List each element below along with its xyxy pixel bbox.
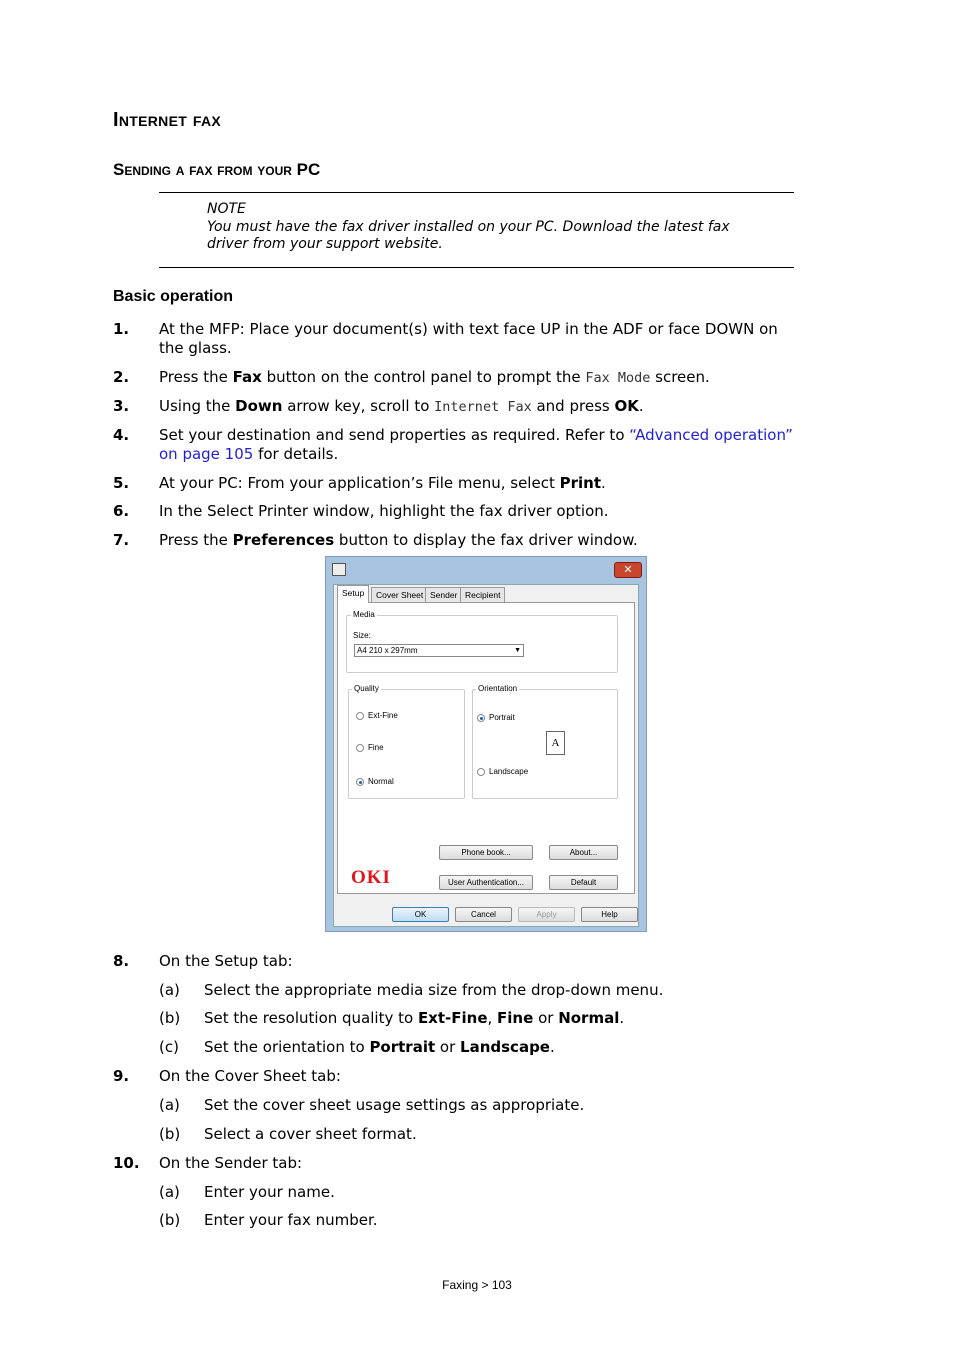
step-number: 4. — [113, 426, 130, 444]
orientation-group — [472, 689, 618, 799]
landscape-radio[interactable] — [477, 768, 485, 776]
tab-cover-sheet[interactable]: Cover Sheet — [371, 587, 428, 603]
tab-recipient[interactable]: Recipient — [460, 587, 505, 603]
substep-text: Enter your name. — [204, 1183, 335, 1201]
substep-label: (b) — [159, 1009, 181, 1027]
landscape-label: Landscape — [489, 767, 529, 776]
section-heading: Basic operation — [113, 288, 234, 305]
dialog-title-bar — [326, 557, 646, 582]
step-number: 6. — [113, 502, 130, 520]
step-10-text: On the Sender tab: — [159, 1154, 303, 1172]
fine-label: Fine — [368, 743, 384, 752]
step-2-text: Press the Fax button on the control panel to prompt the Fax Mode screen. — [159, 368, 710, 386]
substep-text: Select a cover sheet format. — [204, 1125, 417, 1143]
tab-setup[interactable]: Setup — [337, 585, 369, 603]
step-number: 2. — [113, 368, 130, 386]
media-group-title: Media — [353, 610, 375, 619]
step-number: 8. — [113, 952, 130, 970]
page-footer: Faxing > 103 — [442, 1278, 512, 1292]
portrait-label: Portrait — [489, 713, 515, 722]
ext-fine-label: Ext-Fine — [368, 711, 398, 720]
apply-button[interactable]: Apply — [518, 907, 575, 922]
note-label: NOTE — [207, 201, 246, 217]
substep-text: Set the resolution quality to Ext-Fine, Fine or Normal. — [204, 1009, 625, 1027]
substep-label: (b) — [159, 1125, 181, 1143]
step-3-text: Using the Down arrow key, scroll to Internet Fax and press OK. — [159, 397, 644, 415]
printer-icon — [332, 563, 346, 576]
about-button[interactable]: About... — [549, 845, 618, 860]
step-number: 7. — [113, 531, 130, 549]
fine-radio[interactable] — [356, 744, 364, 752]
fax-driver-dialog — [325, 556, 647, 932]
note-top-rule — [159, 192, 794, 193]
note-bottom-rule — [159, 267, 794, 268]
substep-text: Enter your fax number. — [204, 1211, 378, 1229]
phone-book-button[interactable]: Phone book... — [439, 845, 533, 860]
tab-sender[interactable]: Sender — [425, 587, 462, 603]
dialog-body — [333, 584, 639, 927]
portrait-radio[interactable] — [477, 714, 485, 722]
substep-text: Select the appropriate media size from the drop-down menu. — [204, 981, 664, 999]
orientation-group-title: Orientation — [478, 684, 518, 693]
quality-group — [348, 689, 465, 799]
step-6-text: In the Select Printer window, highlight the fax driver option. — [159, 502, 609, 520]
quality-group-title: Quality — [354, 684, 379, 693]
substep-text: Set the cover sheet usage settings as appropriate. — [204, 1096, 585, 1114]
oki-logo: OKI — [351, 867, 391, 888]
normal-radio[interactable] — [356, 778, 364, 786]
step-9-text: On the Cover Sheet tab: — [159, 1067, 341, 1085]
step-1-text: At the MFP: Place your document(s) with text face UP in the ADF or face DOWN on the glass. — [159, 320, 778, 357]
setup-panel — [337, 602, 635, 894]
substep-label: (c) — [159, 1038, 179, 1056]
substep-label: (a) — [159, 1183, 180, 1201]
portrait-page-icon: A — [546, 731, 565, 755]
step-number: 5. — [113, 474, 130, 492]
step-8-text: On the Setup tab: — [159, 952, 293, 970]
step-5-text: At your PC: From your application’s File menu, select Print. — [159, 474, 606, 492]
note-line-1: You must have the fax driver installed on your PC. Download the latest fax — [207, 219, 730, 235]
close-icon[interactable]: ✕ — [614, 562, 642, 578]
user-authentication-button[interactable]: User Authentication... — [439, 875, 533, 890]
step-number: 9. — [113, 1067, 130, 1085]
ok-button[interactable]: OK — [392, 907, 449, 922]
page-105-link[interactable]: on page 105 — [159, 445, 254, 463]
note-line-2: driver from your support website. — [207, 236, 443, 252]
step-4-text: Set your destination and send properties as required. Refer to “Advanced operation” on page 105 for details. — [159, 426, 793, 463]
step-number: 3. — [113, 397, 130, 415]
chevron-down-icon: ▼ — [514, 647, 521, 654]
step-number: 10. — [113, 1154, 140, 1172]
page-heading: Internet fax — [113, 109, 222, 131]
size-label: Size: — [353, 631, 371, 640]
step-7-text: Press the Preferences button to display the fax driver window. — [159, 531, 638, 549]
help-button[interactable]: Help — [581, 907, 638, 922]
substep-label: (a) — [159, 1096, 180, 1114]
advanced-operation-link[interactable]: “Advanced operation” — [629, 426, 793, 444]
page-subheading: Sending a fax from your PC — [113, 160, 321, 179]
substep-label: (b) — [159, 1211, 181, 1229]
step-number: 1. — [113, 320, 130, 338]
ext-fine-radio[interactable] — [356, 712, 364, 720]
substep-text: Set the orientation to Portrait or Landscape. — [204, 1038, 555, 1056]
cancel-button[interactable]: Cancel — [455, 907, 512, 922]
substep-label: (a) — [159, 981, 180, 999]
default-button[interactable]: Default — [549, 875, 618, 890]
size-select[interactable]: A4 210 x 297mm ▼ — [354, 644, 524, 657]
normal-label: Normal — [368, 777, 394, 786]
